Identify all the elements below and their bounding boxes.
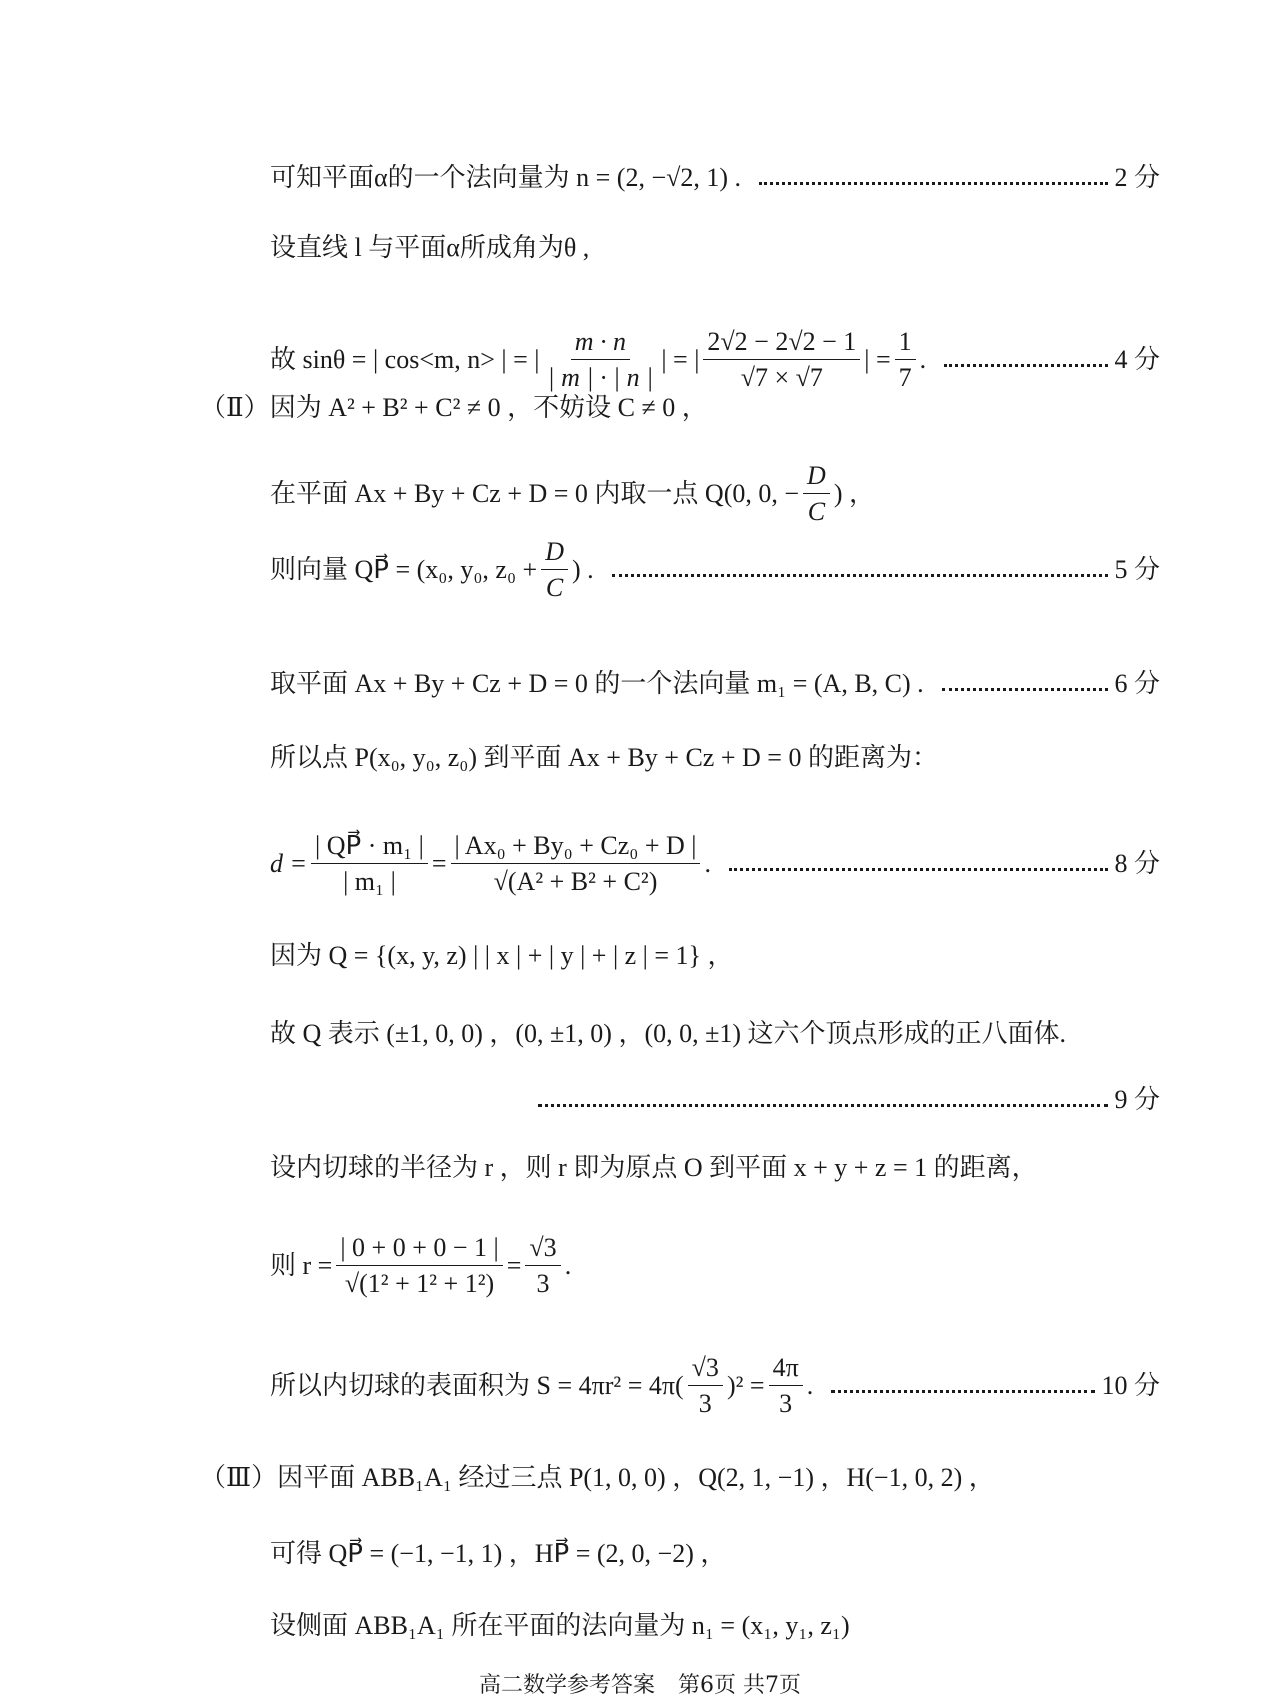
solution-line-normal-m1 (270, 668, 1160, 699)
line-text: 故 Q 表示 (±1, 0, 0) ，(0, ±1, 0) ，(0, 0, ±1) 这六个顶点形成的正八面体. (270, 1019, 1067, 1048)
formula-prefix: 则 r = (270, 1251, 333, 1281)
formula-middle: = (506, 1251, 522, 1281)
fraction-numerator: D (541, 536, 568, 570)
solution-line-angle-def (270, 232, 1160, 263)
score-mark: 10 分 (1101, 1371, 1160, 1401)
formula-suffix: . (564, 1251, 572, 1281)
line-text: 设直线 l 与平面α所成角为θ , (270, 233, 590, 262)
line-text: 设侧面 ABB₁A₁ 所在平面的法向量为 n₁ = (x₁, y₁, z₁) (270, 1611, 850, 1640)
formula-middle: = (431, 849, 447, 879)
footer-subject: 高二数学参考答案 (478, 1673, 655, 1698)
formula-suffix: . (806, 1371, 814, 1401)
solution-line-score-9 (520, 1084, 1160, 1115)
formula-prefix: 在平面 Ax + By + Cz + D = 0 内取一点 Q(0, 0, − (270, 479, 800, 509)
formula-middle: | = | (661, 345, 700, 375)
solution-line-vectors-qp-hp (270, 1538, 1160, 1569)
line-text: 因为 A² + B² + C² ≠ 0 ，不妨设 C ≠ 0 ， (269, 393, 708, 422)
part-label: （Ⅲ） (200, 1463, 278, 1492)
fraction-numerator: | Ax₀ + By₀ + Cz₀ + D | (451, 830, 701, 864)
solution-line-normal-vector-alpha (270, 162, 1160, 193)
line-text: 因平面 ABB₁A₁ 经过三点 P(1, 0, 0) ，Q(2, 1, −1) ，H(−1, 0, 2) ， (277, 1463, 995, 1492)
dot-leader (759, 182, 1108, 185)
solution-line-octahedron (270, 1018, 1160, 1049)
solution-line-point-q (270, 460, 1160, 527)
fraction-numerator: 1 (895, 326, 916, 360)
line-text: 取平面 Ax + By + Cz + D = 0 的一个法向量 m₁ = (A, B, C) . (270, 669, 924, 698)
fraction-result (895, 326, 916, 393)
solution-line-set-q (270, 940, 1160, 971)
fraction-numerator: | 0 + 0 + 0 − 1 | (336, 1232, 502, 1266)
dot-leader (612, 574, 1109, 577)
fraction-denominator: √(A² + B² + C²) (493, 867, 658, 897)
page-footer (0, 1668, 1280, 1699)
line-text: 可得 QP⃗ = (−1, −1, 1) ，HP⃗ = (2, 0, −2) ， (270, 1539, 727, 1568)
dot-leader (942, 688, 1109, 691)
score-mark: 2 分 (1114, 163, 1160, 192)
formula-middle: | = (864, 345, 891, 375)
fraction-denominator: √7 × √7 (740, 363, 823, 393)
fraction-dot-over-norms (543, 326, 657, 393)
line-text: 可知平面α的一个法向量为 n = (2, −√2, 1) . (270, 163, 742, 192)
dot-leader (944, 364, 1108, 367)
fraction-projection (311, 830, 428, 897)
line-text: 因为 Q = {(x, y, z) | | x | + | y | + | z | = 1} ， (270, 941, 734, 970)
fraction-denominator: C (545, 573, 564, 603)
fraction-root3-over-3 (525, 1232, 560, 1299)
part-label: （Ⅱ） (200, 393, 270, 422)
fraction-numerator: 2√2 − 2√2 − 1 (703, 326, 860, 360)
solution-line-inscribed-radius (270, 1152, 1160, 1183)
fraction-denominator: 7 (898, 363, 912, 393)
formula-suffix: ) . (571, 555, 594, 585)
solution-line-distance-formula (270, 830, 1160, 897)
fraction-distance (451, 830, 701, 897)
formula-suffix: . (704, 849, 711, 879)
fraction-numerator: 4π (769, 1352, 803, 1386)
fraction-root3-over-3 (688, 1352, 723, 1419)
formula-prefix: 故 sinθ = | cos<m, n> | = | (270, 345, 540, 375)
formula-middle: )² = (726, 1371, 765, 1401)
fraction-denominator: 3 (536, 1269, 550, 1299)
fraction-numerator: √3 (688, 1352, 723, 1386)
formula-prefix: 则向量 QP⃗ = (x₀, y₀, z₀ + (270, 555, 538, 585)
fraction-denominator: | m | · | n | (547, 363, 654, 393)
solution-line-surface-area (270, 1352, 1160, 1419)
formula-prefix: 所以内切球的表面积为 S = 4πr² = 4π( (270, 1371, 684, 1401)
fraction-numerator: √3 (525, 1232, 560, 1266)
solution-line-vector-qp (270, 536, 1160, 603)
footer-page-number: 第6页 共7页 (678, 1673, 801, 1698)
formula-prefix: d = (270, 849, 308, 879)
fraction-denominator: 3 (698, 1389, 712, 1419)
line-text: 设内切球的半径为 r ，则 r 即为原点 O 到平面 x + y + z = 1 的距离， (270, 1153, 1038, 1182)
fraction-r-distance (336, 1232, 502, 1299)
score-mark: 9 分 (1114, 1085, 1160, 1114)
part-iii-heading (200, 1462, 1160, 1493)
fraction-numerator: | QP⃗ · m₁ | (311, 830, 428, 864)
formula-suffix: ) ， (833, 479, 875, 509)
score-mark: 4 分 (1114, 345, 1160, 375)
score-mark: 8 分 (1114, 849, 1160, 879)
fraction-numerator: D (803, 460, 830, 494)
solution-line-sin-theta (270, 326, 1160, 393)
part-ii-heading (200, 392, 1160, 423)
score-mark: 6 分 (1114, 669, 1160, 698)
fraction-denominator: 3 (779, 1389, 793, 1419)
formula-suffix: . (919, 345, 927, 375)
solution-line-normal-n1 (270, 1610, 1160, 1641)
score-mark: 5 分 (1114, 555, 1160, 585)
fraction-denominator: C (807, 497, 826, 527)
fraction-d-over-c (541, 536, 568, 603)
fraction-denominator: | m₁ | (343, 867, 396, 897)
fraction-d-over-c (803, 460, 830, 527)
fraction-4pi-over-3 (769, 1352, 803, 1419)
fraction-numerator: m · n (571, 326, 630, 360)
solution-line-r-value (270, 1232, 1160, 1299)
line-text: 所以点 P(x₀, y₀, z₀) 到平面 Ax + By + Cz + D = 0 的距离为： (270, 743, 938, 772)
dot-leader (538, 1104, 1108, 1107)
fraction-denominator: √(1² + 1² + 1²) (344, 1269, 495, 1299)
dot-leader (729, 868, 1109, 871)
fraction-computed (703, 326, 860, 393)
solution-line-distance-intro (270, 742, 1160, 773)
dot-leader (831, 1390, 1095, 1393)
